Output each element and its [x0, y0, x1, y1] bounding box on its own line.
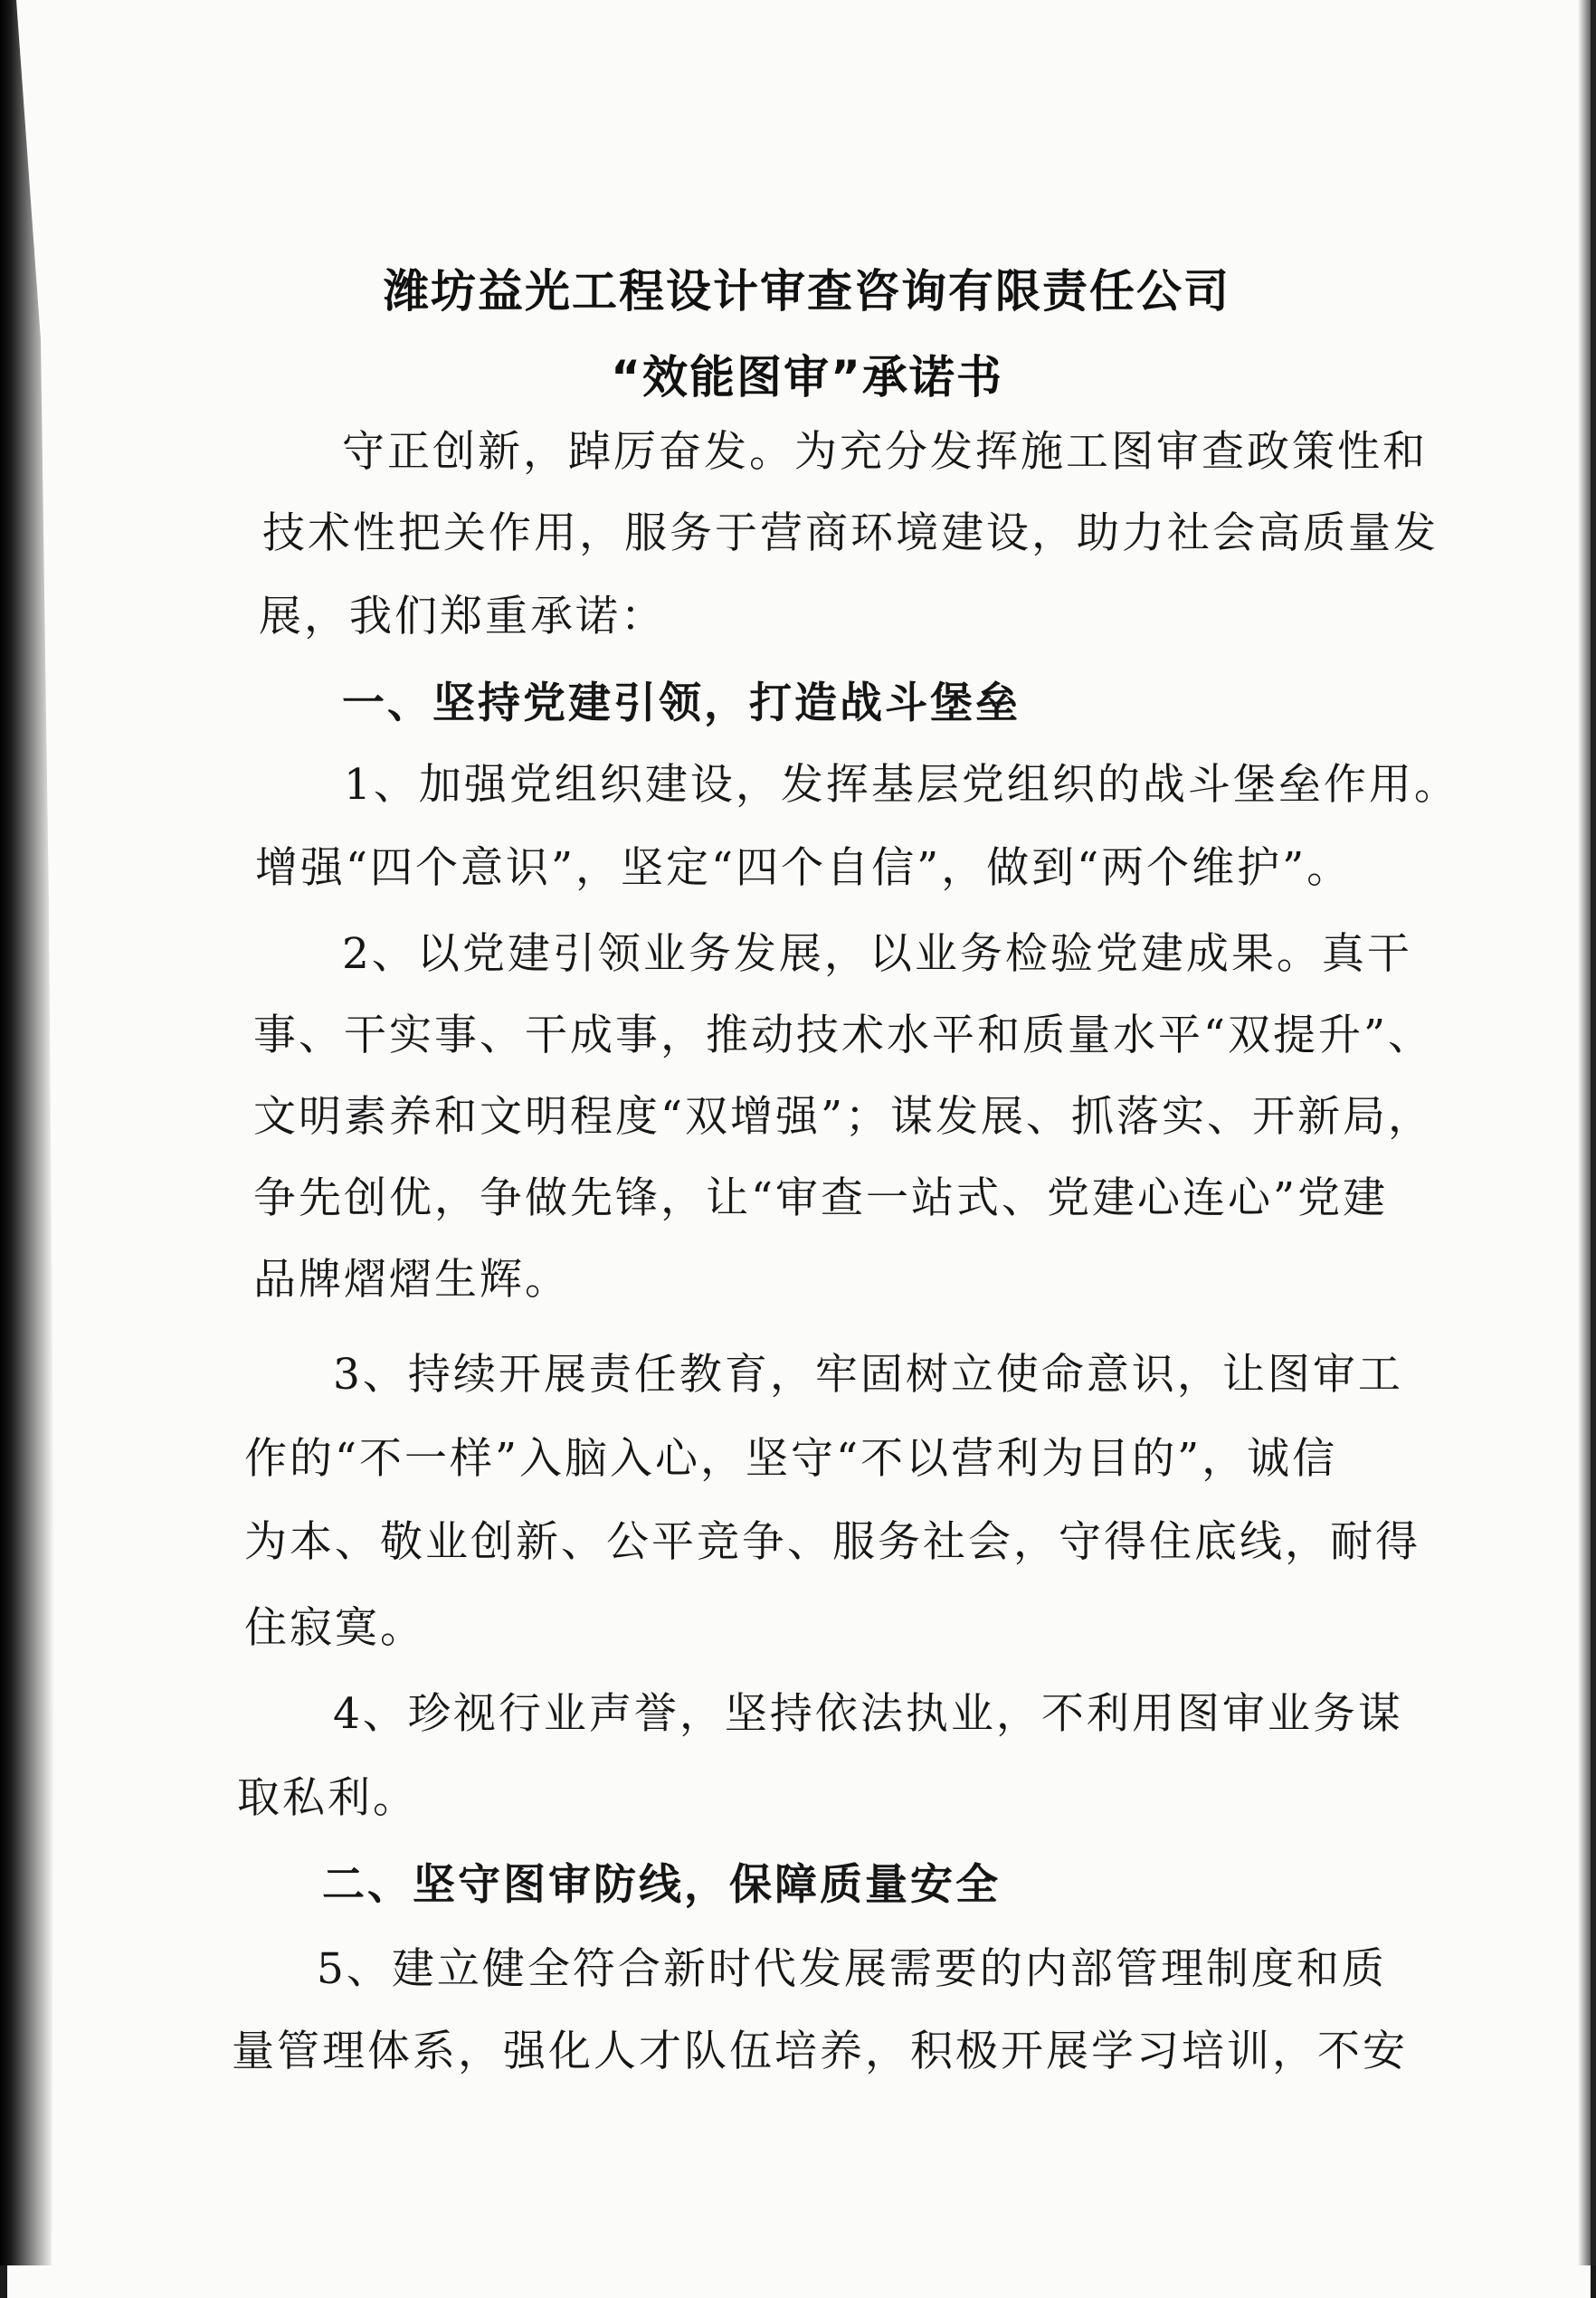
section-heading-2: 二、坚守图审防线，保障质量安全	[322, 1860, 1001, 1910]
paragraph-line: 3、持续开展责任教育，牢固树立使命意识，让图审工	[333, 1350, 1403, 1400]
paragraph-line: 量管理体系，强化人才队伍培养，积极开展学习培训，不安	[232, 2027, 1408, 2076]
paragraph-line: 住寂寞。	[244, 1603, 425, 1653]
paragraph-line: 争先创优，争做先锋，让“审查一站式、党建心连心”党建	[253, 1173, 1389, 1223]
paragraph-line: 1、加强党组织建设，发挥基层党组织的战斗堡垒作用。	[344, 760, 1459, 810]
paragraph-line: 品牌熠熠生辉。	[253, 1255, 570, 1305]
paragraph-line: 增强“四个意识”，坚定“四个自信”，做到“两个维护”。	[255, 843, 1353, 893]
document-title-commitment: “效能图审”承诺书	[611, 351, 1003, 404]
paragraph-line: 展，我们郑重承诺：	[259, 592, 666, 641]
paragraph-line: 守正创新，踔厉奋发。为充分发挥施工图审查政策性和	[342, 427, 1428, 477]
paragraph-line: 4、珍视行业声誉，坚持依法执业，不利用图审业务谋	[333, 1689, 1403, 1739]
paragraph-line: 5、建立健全符合新时代发展需要的内部管理制度和质	[317, 1944, 1387, 1994]
paragraph-line: 为本、敬业创新、公平竞争、服务社会，守得住底线，耐得	[244, 1517, 1420, 1567]
document-title-company: 潍坊益光工程设计审查咨询有限责任公司	[384, 265, 1230, 318]
paragraph-line: 取私利。	[237, 1773, 418, 1823]
paragraph-line: 2、以党建引领业务发展，以业务检验党建成果。真干	[342, 929, 1412, 979]
paragraph-line: 文明素养和文明程度“双增强”；谋发展、抓落实、开新局，	[253, 1092, 1434, 1142]
paragraph-line: 技术性把关作用，服务于营商环境建设，助力社会高质量发	[262, 508, 1439, 558]
paragraph-line: 作的“不一样”入脑入心，坚守“不以营利为目的”，诚信	[244, 1434, 1338, 1484]
section-heading-1: 一、坚持党建引领，打造战斗堡垒	[342, 679, 1021, 728]
paragraph-line: 事、干实事、干成事，推动技术水平和质量水平“双提升”、	[253, 1011, 1434, 1060]
